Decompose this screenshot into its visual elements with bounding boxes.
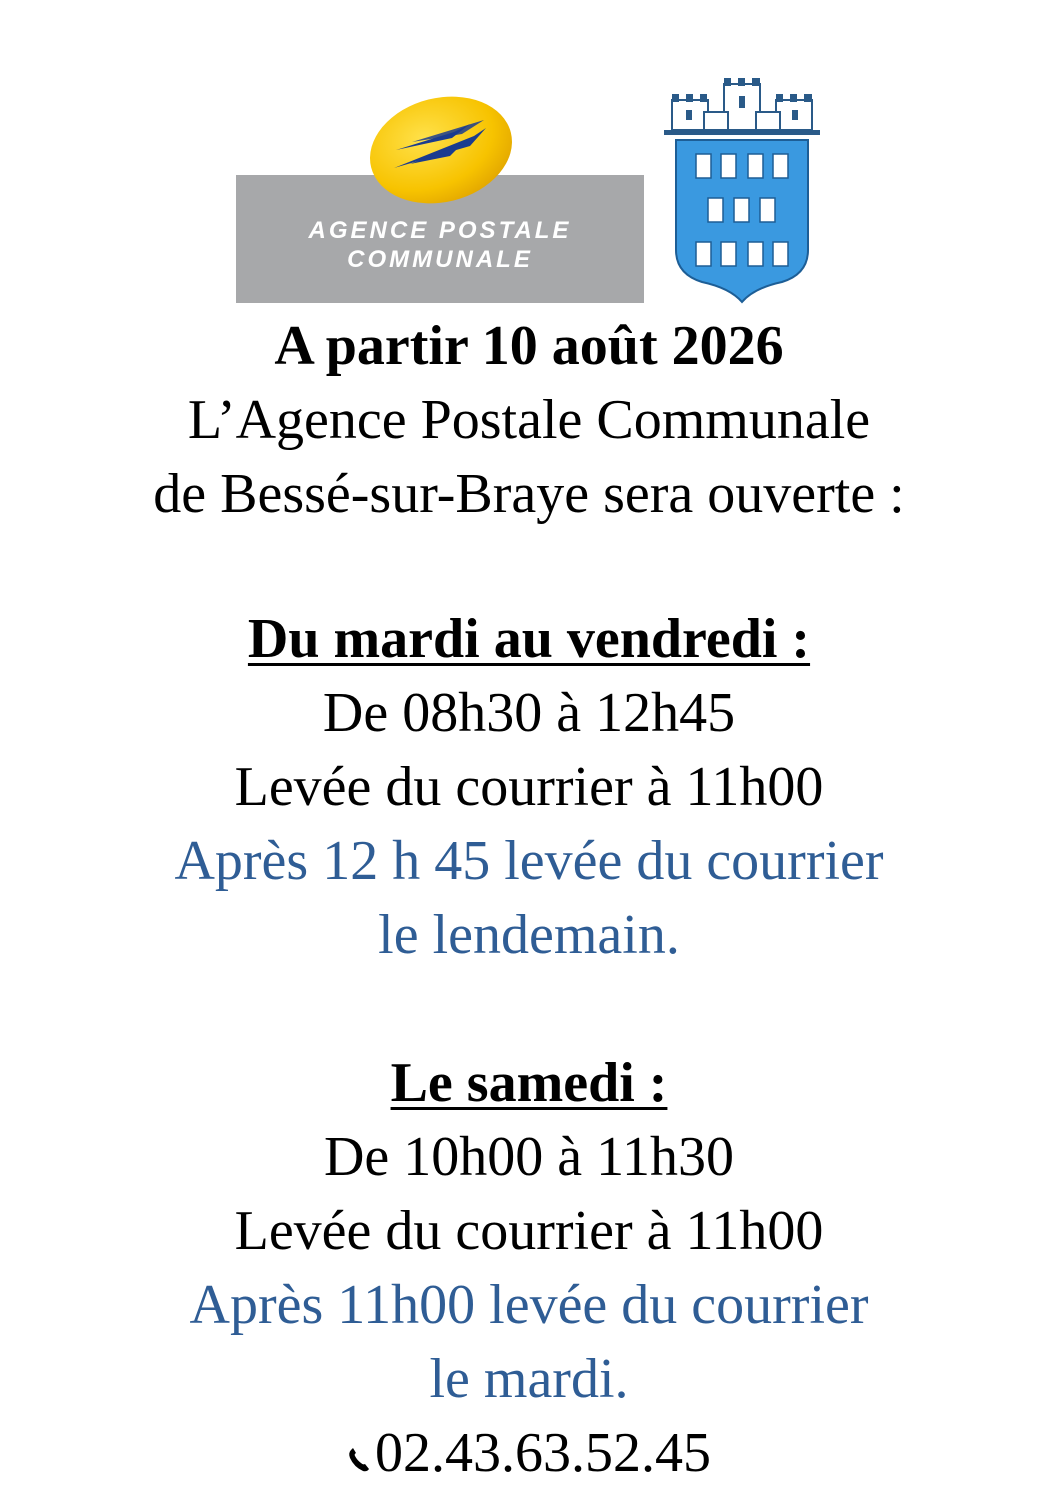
- phone-icon: [347, 1444, 373, 1474]
- weekday-note-line1: Après 12 h 45 levée du courrier: [174, 830, 884, 892]
- weekday-pickup: Levée du courrier à 11h00: [234, 756, 824, 818]
- opening-intro-line: de Bessé-sur-Braye sera ouverte :: [153, 463, 905, 525]
- saturday-schedule: [0, 1046, 1058, 1490]
- weekday-note-line2: le lendemain.: [378, 904, 680, 966]
- weekday-hours: De 08h30 à 12h45: [322, 682, 736, 744]
- header: [0, 309, 1058, 531]
- castle-crest-icon: [664, 78, 820, 304]
- weekday-schedule: [0, 602, 1058, 972]
- weekday-title: Du mardi au vendredi :: [247, 608, 811, 670]
- postal-agency-logo: [236, 94, 644, 303]
- start-date-heading: A partir 10 août 2026: [274, 315, 784, 377]
- logo-text-line1: AGENCE POSTALE: [308, 217, 572, 244]
- saturday-note-line2: le mardi.: [429, 1348, 629, 1410]
- logo-text-line2: COMMUNALE: [347, 246, 533, 273]
- agency-name-line: L’Agence Postale Communale: [187, 389, 871, 451]
- saturday-note-line1: Après 11h00 levée du courrier: [189, 1274, 869, 1336]
- la-poste-bird-icon: [366, 94, 516, 206]
- contact-line: [0, 1416, 1058, 1490]
- phone-number: 02.43.63.52.45: [375, 1422, 711, 1484]
- saturday-hours: De 10h00 à 11h30: [323, 1126, 735, 1188]
- saturday-title: Le samedi :: [390, 1052, 668, 1114]
- saturday-pickup: Levée du courrier à 11h00: [234, 1200, 824, 1262]
